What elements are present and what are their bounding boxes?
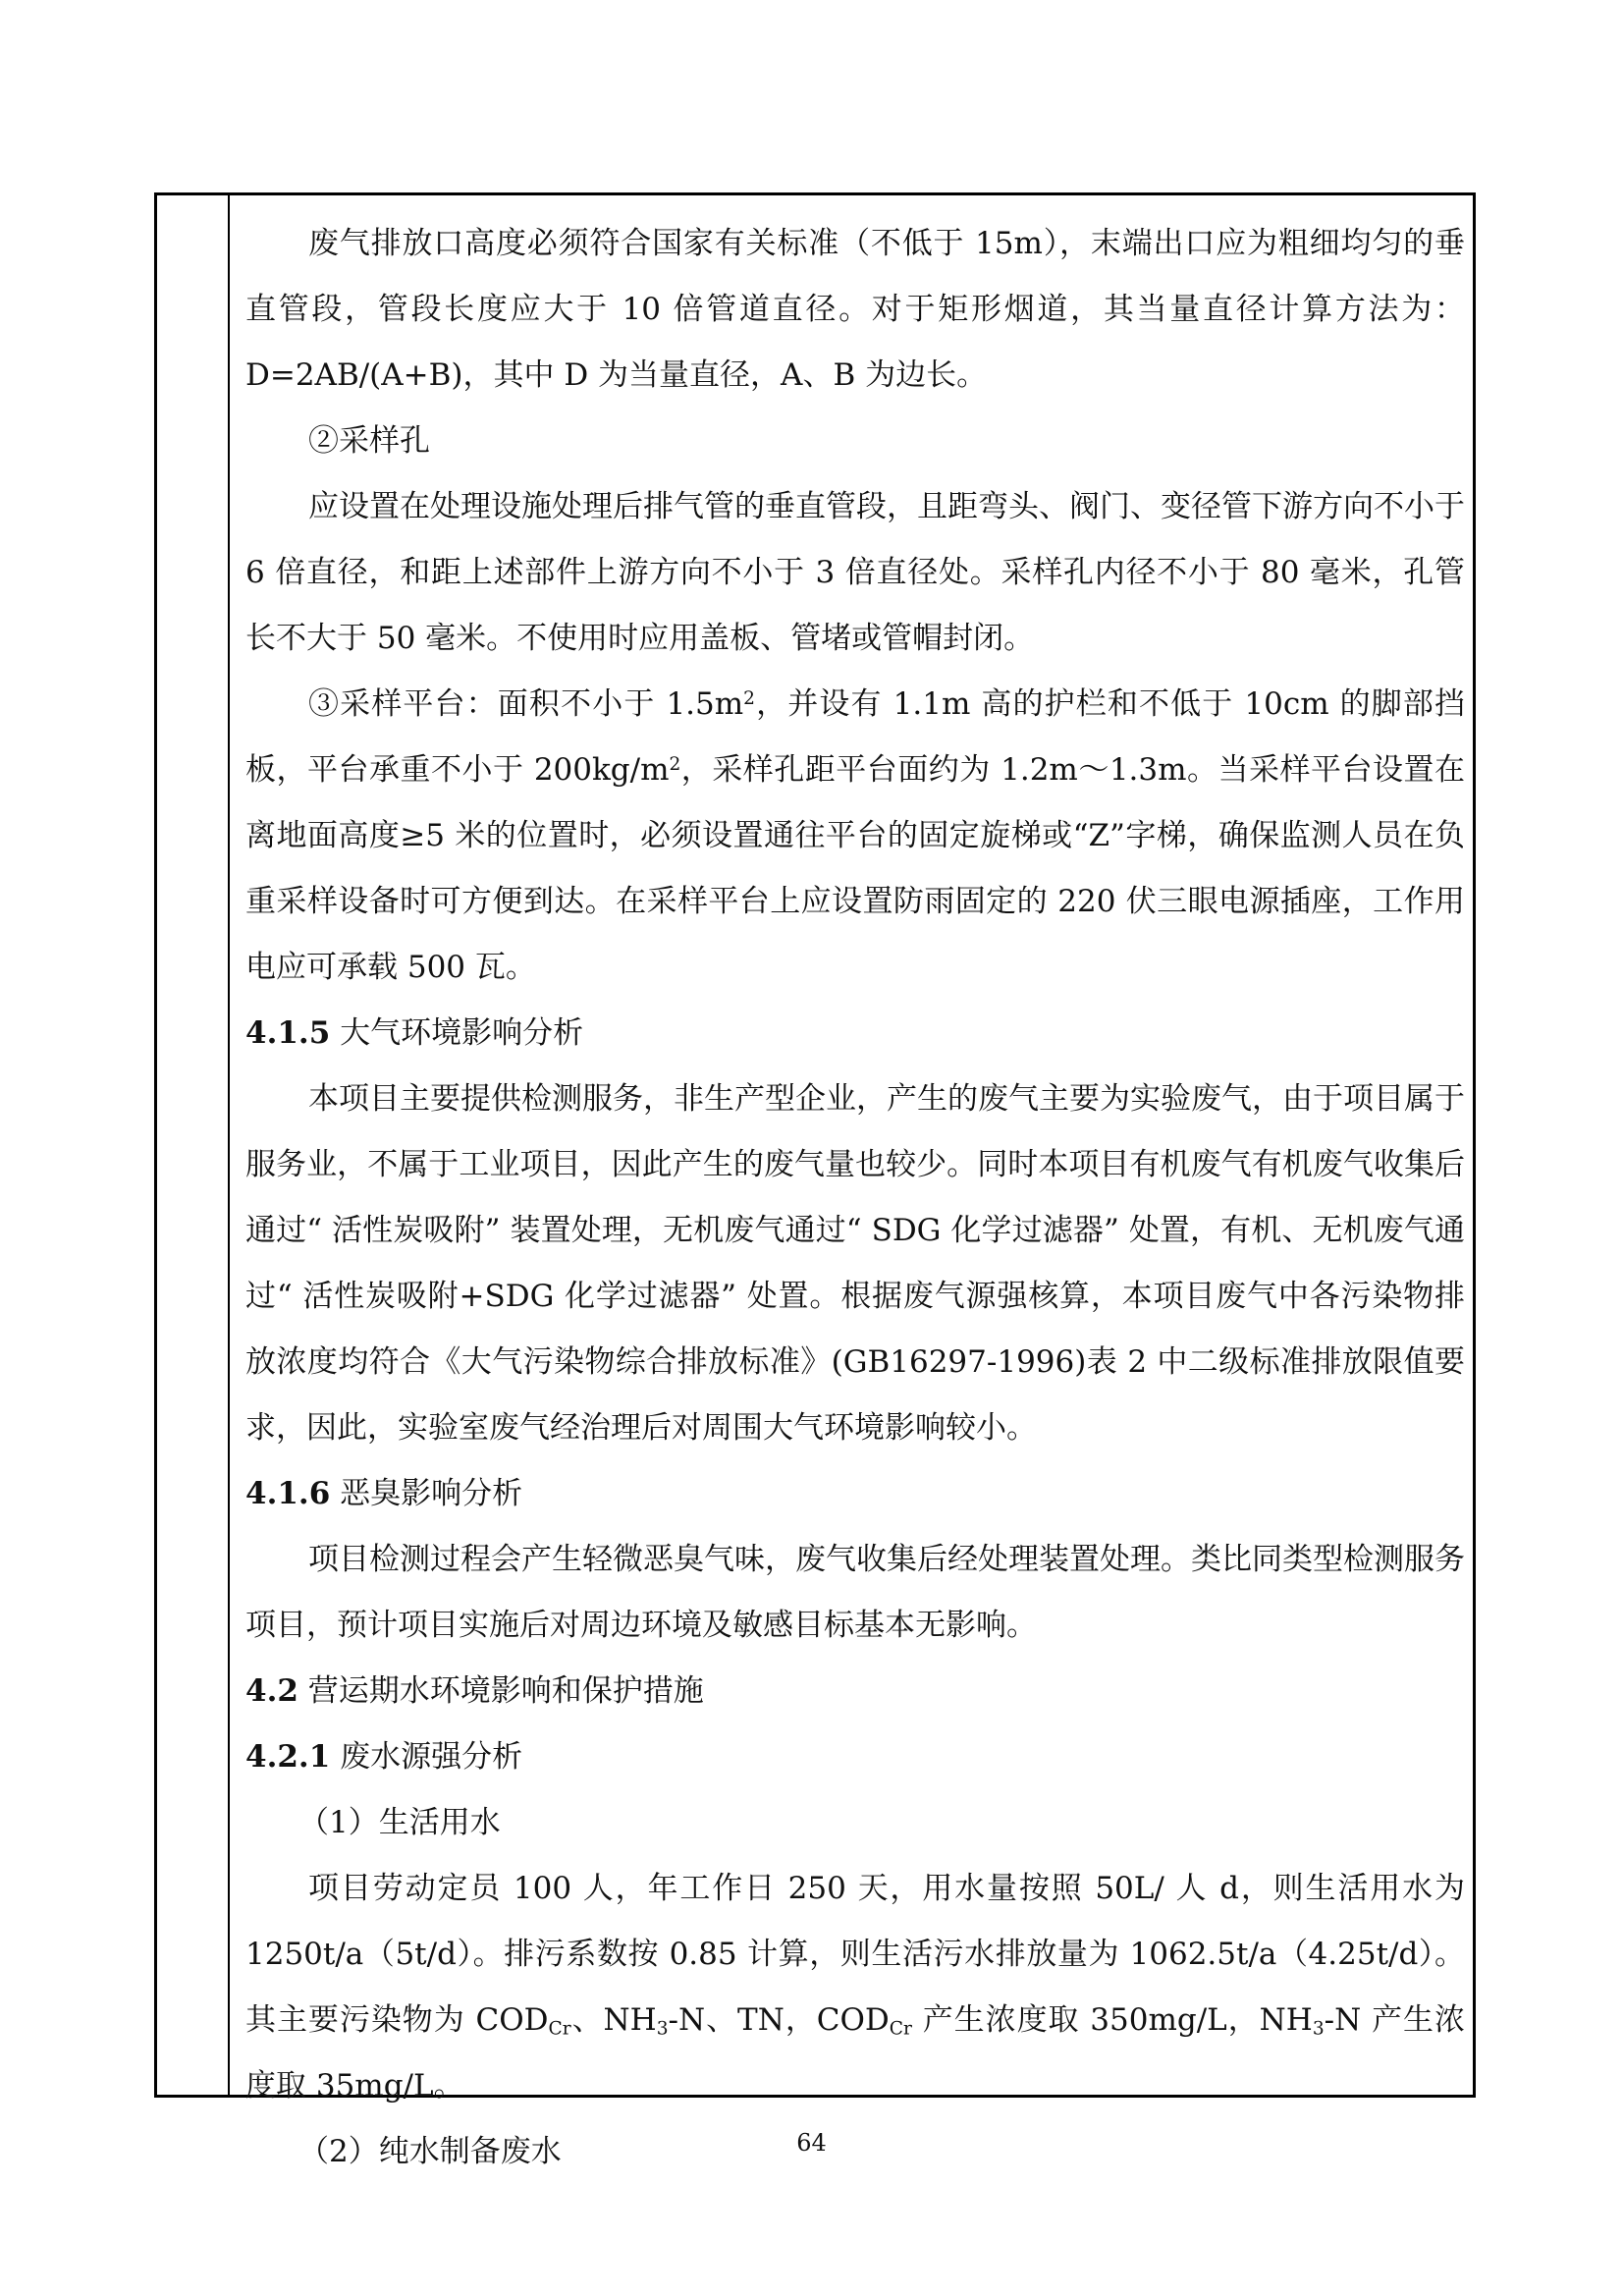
list-heading: （2）纯水制备废水 [298,2134,562,2169]
paragraph: 本项目主要提供检测服务，非生产型企业，产生的废气主要为实验废气，由于项目属于服务业，不属于工业项目，因此产生的废气量也较少。同时本项目有机废气有机废气收集后通过“ 活性炭吸附” 装置处理，无机废气通过“ SDG 化学过滤器” 处置，有机、无机废气通过“ 活性炭吸附+SDG 化学过滤器” 处置。根据废气源强核算，本项目废气中各污染物排放浓度均符合《大气污染物综合排放标准》(GB16297-1996)表 2 中二级标准排放限值要求，因此，实验室废气经治理后对周围大气环境影响较小。 [245,1081,1465,1446]
page-number: 64 [796,2129,827,2157]
paragraph-domestic-water: 项目劳动定员 100 人，年工作日 250 天，用水量按照 50L/ 人 d，则生活用水为 1250t/a（5t/d）。排污系数按 0.85 计算，则生活污水排放量为 1062.5t/a（4.25t/d）。其主要污染物为 $COD_{Cr}$、$NH_3-N$、TN，$COD_{Cr}$ 产生浓度取 350mg/L，$NH_3-N$ 产生浓度取 35mg/L。 [245,1871,1465,2104]
table-column-divider [228,195,230,2095]
subheading-sampling-hole: ②采样孔 [308,423,430,459]
section-heading: 4.2 营运期水环境影响和保护措施 [245,1673,704,1709]
paragraph: 项目检测过程会产生轻微恶臭气味，废气收集后经处理装置处理。类比同类型检测服务项目，预计项目实施后对周边环境及敏感目标基本无影响。 [245,1542,1465,1643]
table-content-cell [245,211,1465,2185]
list-heading: （1）生活用水 [298,1805,501,1840]
section-heading: 4.1.6 恶臭影响分析 [245,1476,523,1511]
paragraph-sampling-platform: ③采样平台：面积不小于 $1.5m^2$，并设有 1.1m 高的护栏和不低于 10cm 的脚部挡板，平台承重不小于 $200kg/m^2$，采样孔距平台面约为 1.2m～1.3m。当采样平台设置在离地面高度≥5 米的位置时，必须设置通往平台的固定旋梯或“Z”字梯，确保监测人员在负重采样设备时可方便到达。在采样平台上应设置防雨固定的 220 伏三眼电源插座，工作用电应可承载 500 瓦。 [245,686,1465,985]
section-heading: 4.2.1 废水源强分析 [245,1739,523,1775]
paragraph: 废气排放口高度必须符合国家有关标准（不低于 15m），末端出口应为粗细均匀的垂直管段，管段长度应大于 10 倍管道直径。对于矩形烟道，其当量直径计算方法为：D=2AB/(A+B)，其中 D 为当量直径，A、B 为边长。 [245,226,1465,393]
paragraph: 应设置在处理设施处理后排气管的垂直管段，且距弯头、阀门、变径管下游方向不小于 6 倍直径，和距上述部件上游方向不小于 3 倍直径处。采样孔内径不小于 80 毫米，孔管长不大于 50 毫米。不使用时应用盖板、管堵或管帽封闭。 [245,489,1465,656]
section-heading: 4.1.5 大气环境影响分析 [245,1015,584,1051]
